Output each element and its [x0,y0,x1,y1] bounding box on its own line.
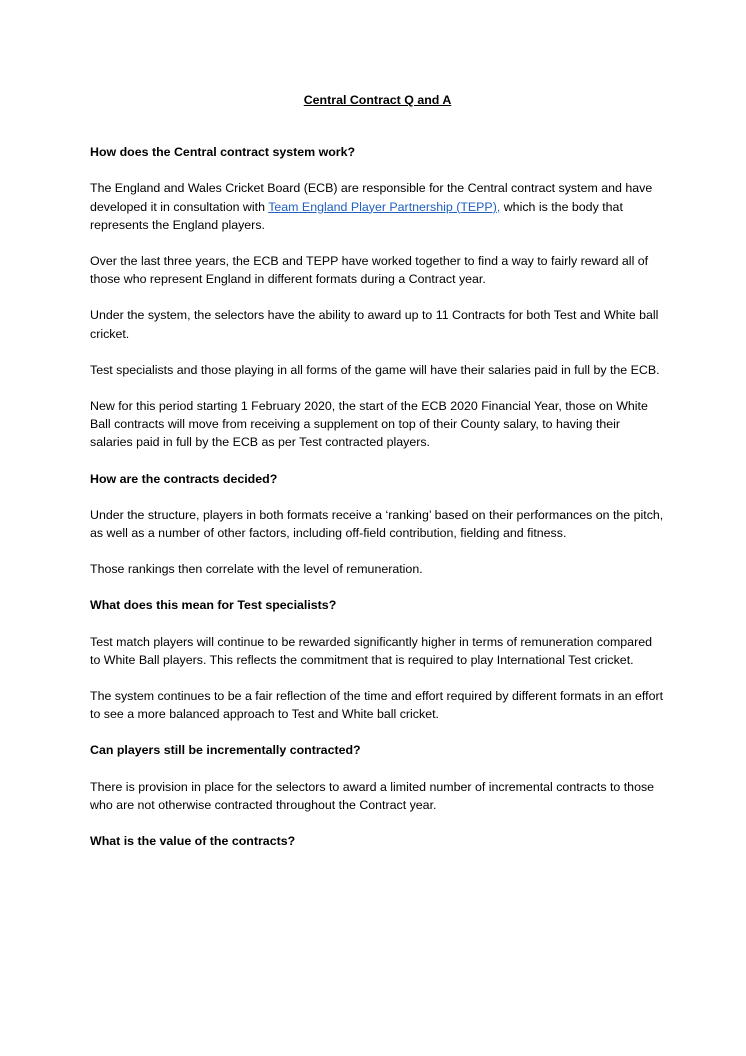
section-question: Can players still be incrementally contracted? [90,743,361,758]
paragraph: Under the system, the selectors have the ability to award up to 11 Contracts for both Test and White ball cricket. [90,308,659,341]
paragraph: Test specialists and those playing in all forms of the game will have their salaries paid in full by the ECB. [90,362,660,377]
paragraph: There is provision in place for the selectors to award a limited number of incremental contracts to those who are not otherwise contracted throughout the Contract year. [90,779,655,812]
section-question: What does this mean for Test specialists? [90,598,337,613]
paragraph-text: which is the body that represents the England players. [90,199,623,232]
paragraph: New for this period starting 1 February 2020, the start of the ECB 2020 Financial Year, those on White Ball contracts will move from receiving a supplement on top of their County salary, to having their salaries paid in full by the ECB as per Test contracted players. [90,399,648,450]
paragraph-text: The England and Wales Cricket Board (ECB) are responsible for the Central contract system and have developed it in consultation with [90,181,653,214]
paragraph: Under the structure, players in both formats receive a ‘ranking’ based on their performances on the pitch, as well as a number of other factors, including off-field contribution, fielding and fitness. [90,507,664,541]
document-body [90,91,665,868]
paragraph: Test match players will continue to be rewarded significantly higher in terms of remuneration compared to White Ball players. This reflects the commitment that is required to play International Test cricket. [90,634,652,667]
paragraph [90,179,665,234]
tepp-link[interactable]: Team England Player Partnership (TEPP), [268,199,501,214]
paragraph: Those rankings then correlate with the level of remuneration. [90,562,423,577]
document-title: Central Contract Q and A [303,93,452,107]
section-question: How does the Central contract system work? [90,145,356,160]
paragraph: Over the last three years, the ECB and TEPP have worked together to find a way to fairly reward all of those who represent England in different formats during a Contract year. [90,254,649,287]
section-question: How are the contracts decided? [90,471,278,486]
paragraph: The system continues to be a fair reflection of the time and effort required by different formats in an effort to see a more balanced approach to Test and White ball cricket. [90,689,664,722]
section-question: What is the value of the contracts? [90,834,296,849]
